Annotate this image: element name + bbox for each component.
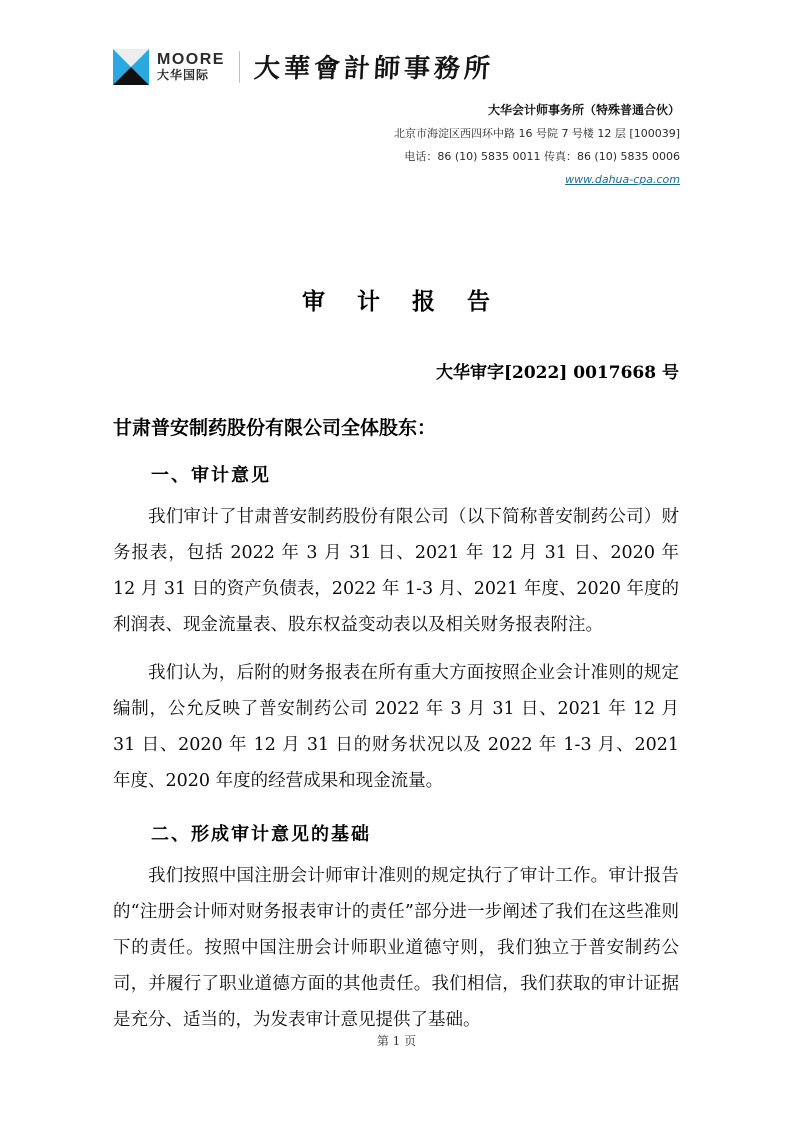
page-footer: [0, 1032, 793, 1049]
firm-website-link[interactable]: www.dahua-cpa.com: [565, 173, 680, 186]
firm-name-line: 大华会计师事务所（特殊普通合伙）: [487, 103, 680, 117]
paragraph: 我们认为，后附的财务报表在所有重大方面按照企业会计准则的规定编制，公允反映了普安制药公司 2022 年 3 月 31 日、2021 年 12 月 31 日、2020 年 12 月 31 日的财务状况以及 2022 年 1-3 月、2021 年度、2020 年度的经营成果和现金流量。: [113, 663, 679, 791]
logo-moore-text: MOORE: [157, 51, 225, 68]
logo-divider: [239, 51, 240, 83]
moore-dahua-logo-icon: [113, 49, 149, 85]
logo-row: [113, 48, 680, 85]
document-body: [113, 283, 679, 1038]
firm-phone-fax-line: 电话：86 (10) 5835 0011 传真：86 (10) 5835 0006: [404, 150, 680, 163]
firm-calligraphy-name: 大華會計師事務所: [253, 54, 495, 84]
letterhead: [113, 48, 680, 191]
section-heading-opinion: 一、审计意见: [151, 465, 271, 486]
paragraph: 我们审计了甘肃普安制药股份有限公司（以下简称普安制药公司）财务报表，包括 2022 年 3 月 31 日、2021 年 12 月 31 日、2020 年 12 月 31 日的资产负债表，2022 年 1-3 月、2021 年度、2020 年度的利润表、现金流量表、股东权益变动表以及相关财务报表附注。: [113, 507, 679, 635]
firm-website-line: [113, 168, 680, 191]
firm-address-line: 北京市海淀区西四环中路 16 号院 7 号楼 12 层 [100039]: [393, 127, 680, 140]
page-number: 第 1 页: [376, 1034, 417, 1048]
addressee-line: 甘肃普安制药股份有限公司全体股东：: [113, 417, 437, 439]
section-heading-basis: 二、形成审计意见的基础: [151, 824, 371, 845]
paragraph: 我们按照中国注册会计师审计准则的规定执行了审计工作。审计报告的“注册会计师对财务报表审计的责任”部分进一步阐述了我们在这些准则下的责任。按照中国注册会计师职业道德守则，我们独立于普安制药公司，并履行了职业道德方面的其他责任。我们相信，我们获取的审计证据是充分、适当的，为发表审计意见提供了基础。: [113, 866, 679, 1030]
document-title: 审 计 报 告: [301, 289, 503, 315]
contact-block: [113, 99, 680, 191]
report-number: 大华审字[2022] 0017668 号: [435, 363, 679, 383]
logo-dahua-text: 大华国际: [157, 68, 210, 82]
logo-wordmark: [157, 51, 225, 82]
